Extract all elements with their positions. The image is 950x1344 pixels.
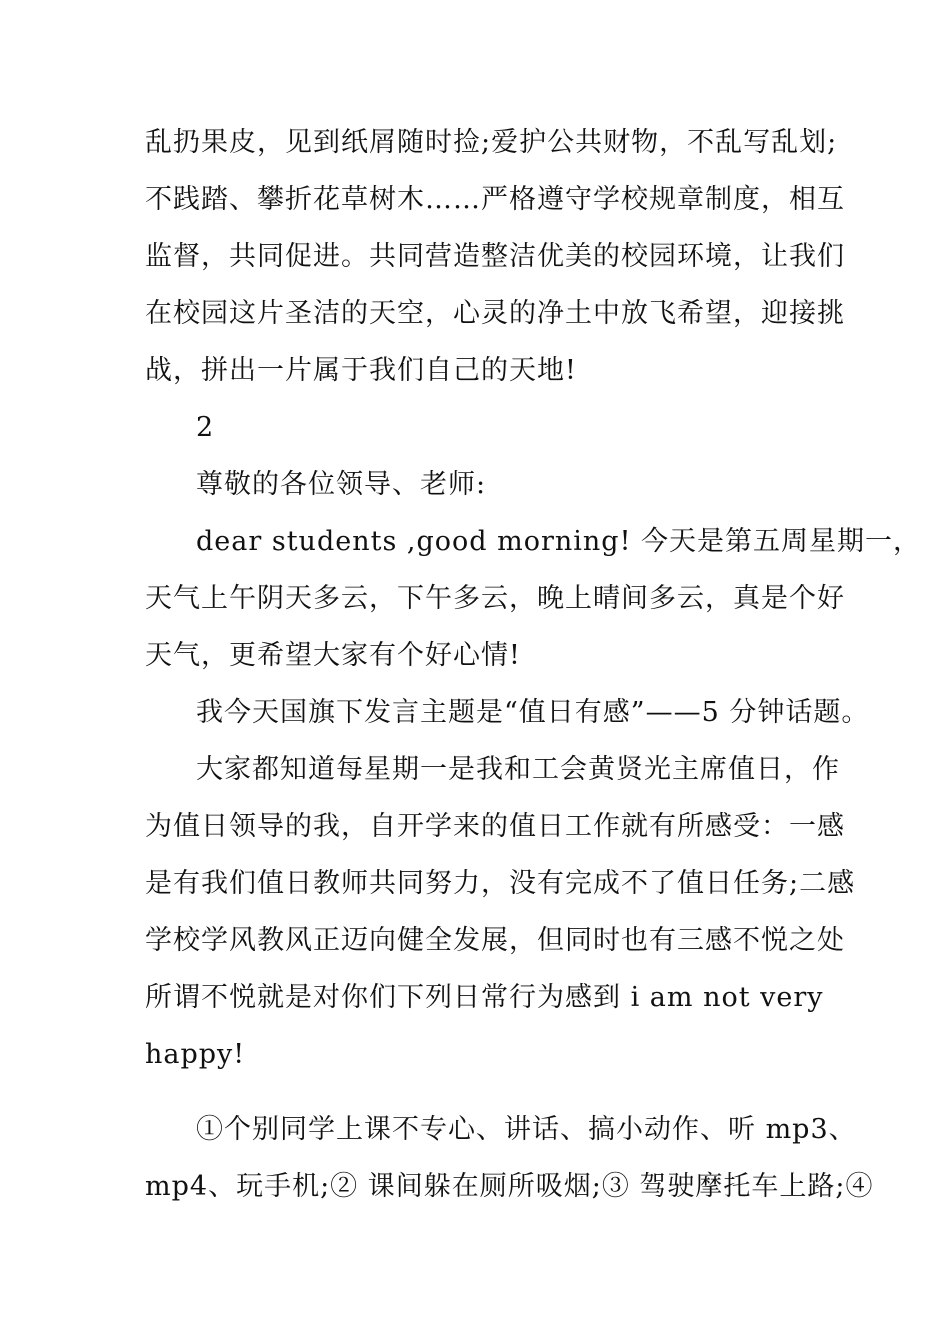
- text-line: 学校学风教风正迈向健全发展，但同时也有三感不悦之处: [145, 925, 845, 956]
- text-line: 在校园这片圣洁的天空，心灵的净土中放飞希望，迎接挑: [145, 298, 845, 329]
- text-line: 监督，共同促进。共同营造整洁优美的校园环境，让我们: [145, 241, 845, 272]
- salutation: 尊敬的各位领导、老师:: [196, 469, 487, 500]
- text-line: 为值日领导的我，自开学来的值日工作就有所感受：一感: [145, 811, 845, 842]
- text-line: 不践踏、攀折花草树木……严格遵守学校规章制度，相互: [145, 184, 845, 215]
- text-line: 所谓不悦就是对你们下列日常行为感到 i am not very: [145, 982, 824, 1013]
- text-line: 天气上午阴天多云，下午多云，晚上晴间多云，真是个好: [145, 583, 845, 614]
- text-line: 天气，更希望大家有个好心情!: [145, 640, 521, 671]
- text-line: dear students ,good morning! 今天是第五周星期一，: [196, 526, 922, 557]
- text-line: 乱扔果皮，见到纸屑随时捡;爱护公共财物，不乱写乱划;: [145, 127, 838, 158]
- text-line: 是有我们值日教师共同努力，没有完成不了值日任务;二感: [145, 868, 856, 899]
- text-line: happy!: [145, 1039, 246, 1070]
- text-line: ①个别同学上课不专心、讲话、搞小动作、听 mp3、: [196, 1114, 857, 1145]
- text-line: mp4、玩手机;② 课间躲在厕所吸烟;③ 驾驶摩托车上路;④: [145, 1171, 874, 1202]
- text-line: 大家都知道每星期一是我和工会黄贤光主席值日，作: [196, 754, 840, 785]
- section-number: 2: [196, 412, 215, 443]
- text-line: 我今天国旗下发言主题是“值日有感”——5 分钟话题。: [196, 697, 870, 728]
- text-line: 战，拼出一片属于我们自己的天地!: [145, 355, 577, 386]
